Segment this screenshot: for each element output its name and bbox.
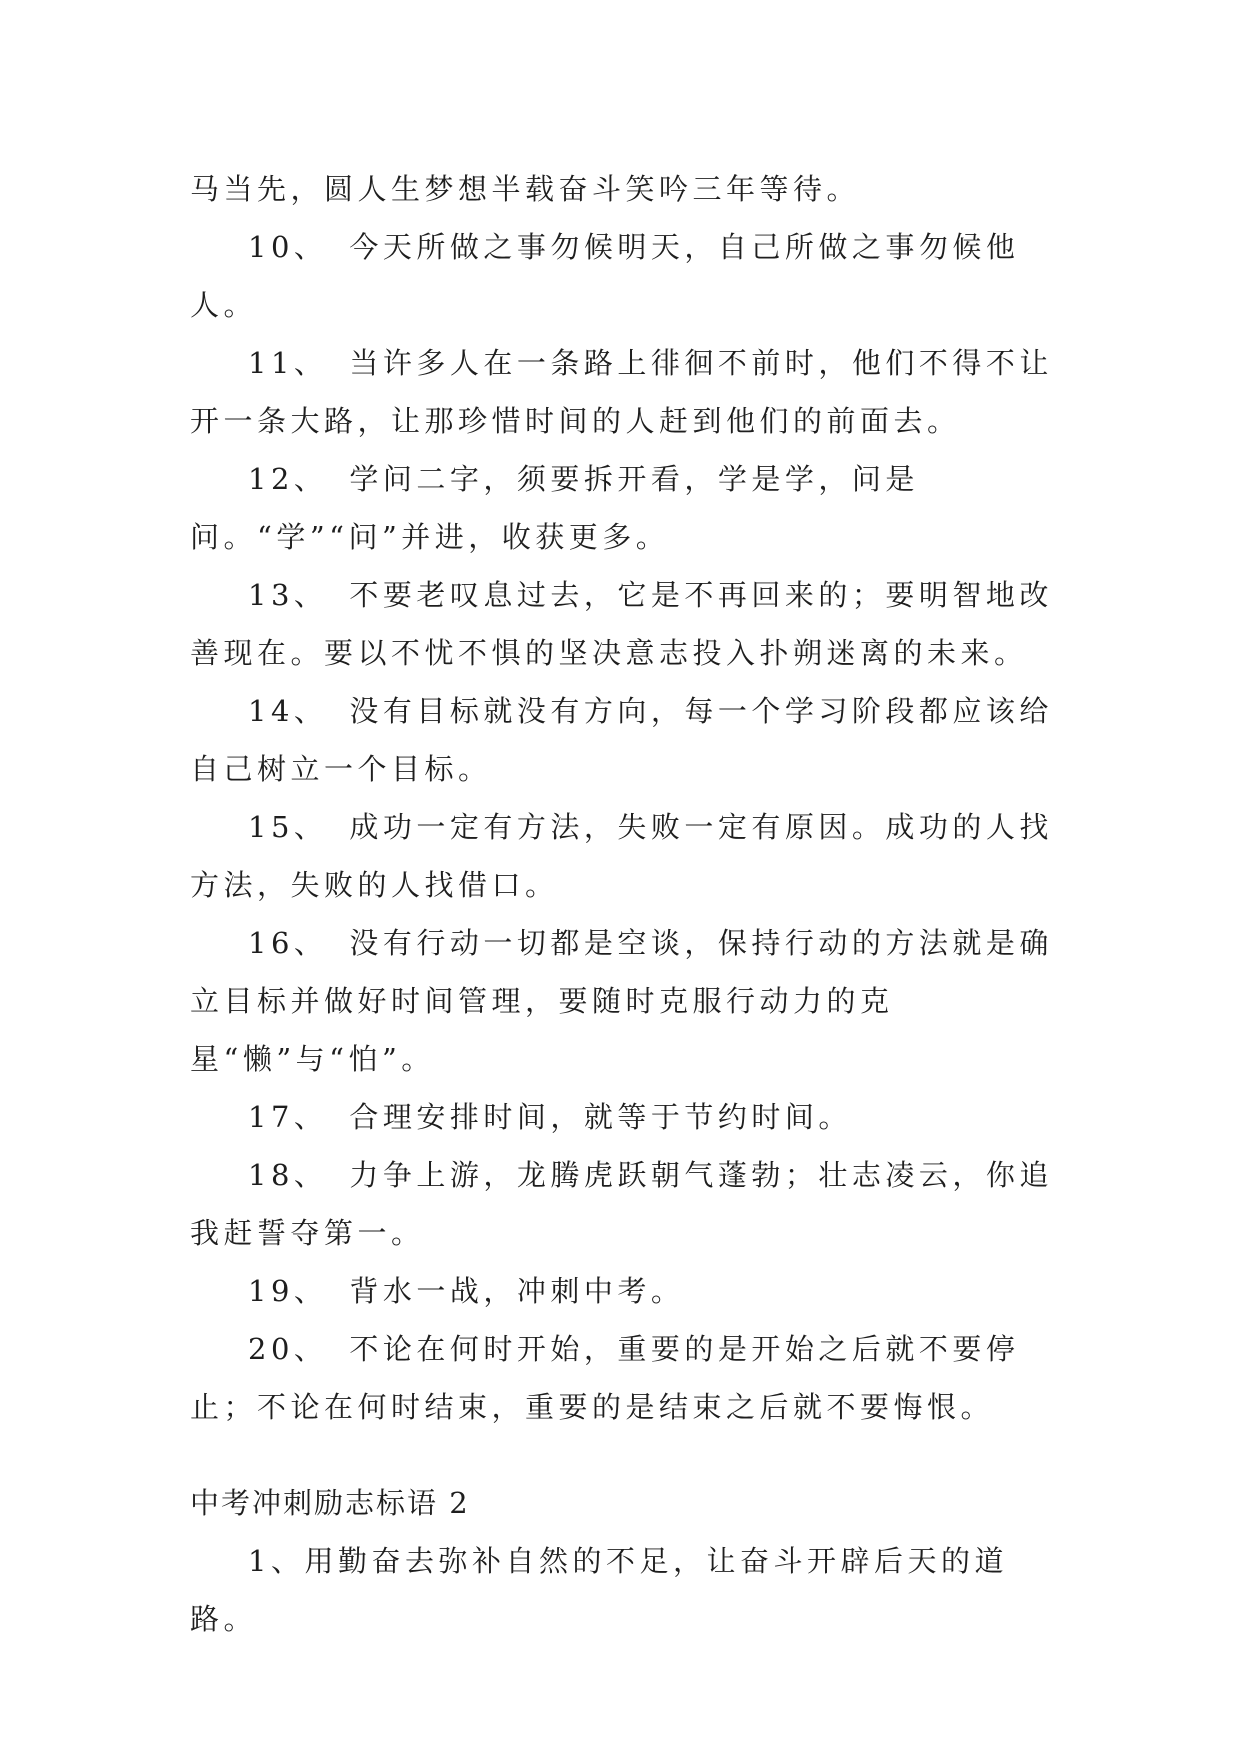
list-item — [190, 1262, 1070, 1320]
item-text: 没有行动一切都是空谈，保持行动的方法就是确立目标并做好时间管理，要随时克服行动力的克星“懒”与“怕”。 — [190, 926, 1053, 1076]
item-number: 20、 — [248, 1332, 328, 1366]
document-body — [190, 160, 1070, 1648]
item-number: 10、 — [248, 230, 328, 264]
item-number: 12、 — [248, 462, 328, 496]
item-text: 没有目标就没有方向，每一个学习阶段都应该给自己树立一个目标。 — [190, 694, 1053, 786]
item-text: 学问二字，须要拆开看，学是学，问是问。“学”“问”并进，收获更多。 — [190, 462, 919, 554]
list-item — [190, 1146, 1070, 1262]
list-item — [190, 1320, 1070, 1436]
item-text: 不论在何时开始，重要的是开始之后就不要停止；不论在何时结束，重要的是结束之后就不要悔恨。 — [190, 1332, 1020, 1424]
list-item — [190, 334, 1070, 450]
item-text: 背水一战，冲刺中考。 — [349, 1274, 685, 1308]
list-item — [190, 1088, 1070, 1146]
list-item — [190, 450, 1070, 566]
list-item — [190, 218, 1070, 334]
list-item — [190, 566, 1070, 682]
item-number: 11、 — [248, 346, 328, 380]
item-text: 合理安排时间，就等于节约时间。 — [349, 1100, 852, 1134]
item-text: 用勤奋去弥补自然的不足，让奋斗开辟后天的道路。 — [190, 1544, 1008, 1636]
item-text: 不要老叹息过去，它是不再回来的；要明智地改善现在。要以不忧不惧的坚决意志投入扑朔迷离的未来。 — [190, 578, 1053, 670]
list-item — [190, 798, 1070, 914]
list-item — [190, 1532, 1070, 1648]
item-text: 力争上游，龙腾虎跃朝气蓬勃；壮志凌云，你追我赶誓夺第一。 — [190, 1158, 1053, 1250]
item-number: 1、 — [248, 1544, 305, 1578]
item-text: 当许多人在一条路上徘徊不前时，他们不得不让开一条大路，让那珍惜时间的人赶到他们的前面去。 — [190, 346, 1053, 438]
item-number: 13、 — [248, 578, 328, 612]
item-number: 16、 — [248, 926, 328, 960]
item-text: 今天所做之事勿候明天，自己所做之事勿候他人。 — [190, 230, 1020, 322]
item-number: 19、 — [248, 1274, 328, 1308]
item-number: 14、 — [248, 694, 328, 728]
item-number: 18、 — [248, 1158, 328, 1192]
list-item — [190, 914, 1070, 1088]
item-text: 成功一定有方法，失败一定有原因。成功的人找方法，失败的人找借口。 — [190, 810, 1053, 902]
item-number: 17、 — [248, 1100, 328, 1134]
lead-paragraph: 马当先，圆人生梦想半载奋斗笑吟三年等待。 — [190, 172, 861, 206]
section-heading: 中考冲刺励志标语 2 — [190, 1486, 470, 1520]
list-item — [190, 682, 1070, 798]
item-number: 15、 — [248, 810, 328, 844]
